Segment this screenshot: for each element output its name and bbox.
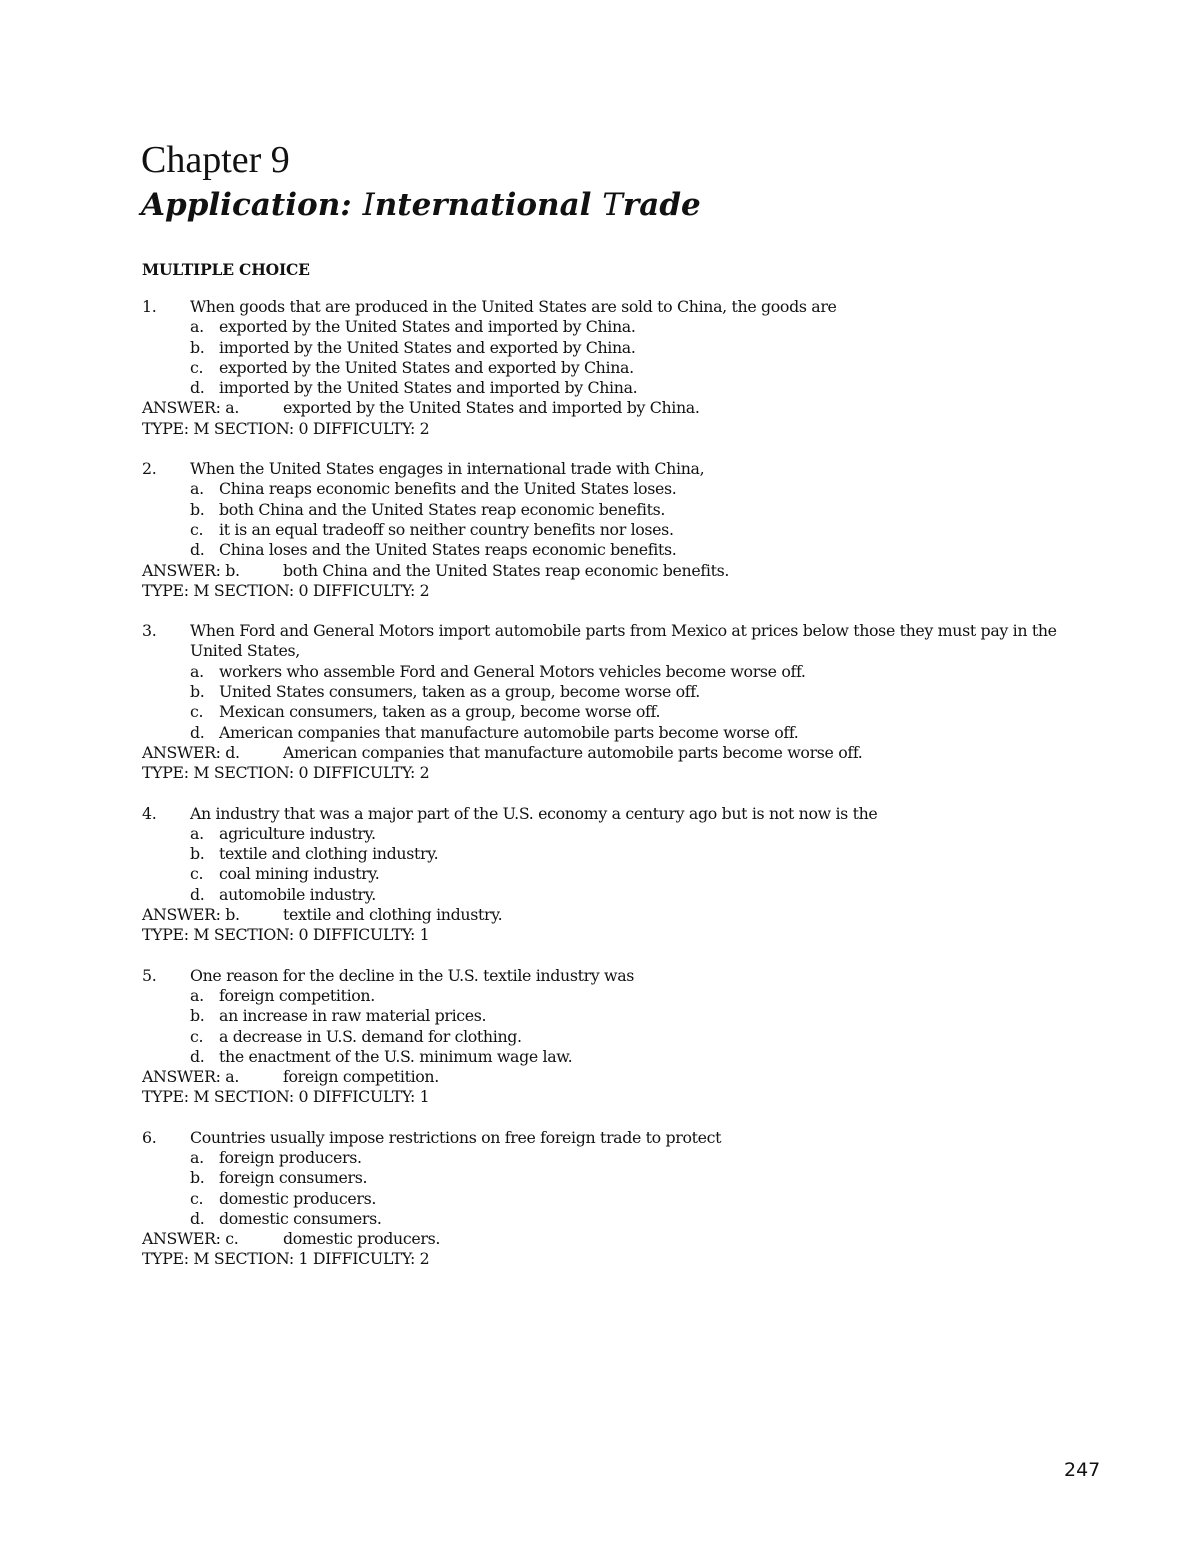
question-item — [142, 297, 1102, 439]
answer-text: American companies that manufacture automobile parts become worse off. — [283, 742, 863, 762]
question-stem: One reason for the decline in the U.S. textile industry was — [190, 965, 635, 985]
option-text: China reaps economic benefits and the United States loses. — [219, 479, 677, 499]
option-text: coal mining industry. — [219, 864, 380, 884]
answer-text: exported by the United States and imported by China. — [283, 398, 700, 418]
option-text: an increase in raw material prices. — [219, 1006, 487, 1026]
option-text: exported by the United States and exported by China. — [219, 357, 634, 377]
question-stem-row — [142, 966, 1102, 986]
option-text: workers who assemble Ford and General Motors vehicles become worse off. — [219, 661, 806, 681]
answer-option — [142, 702, 1102, 722]
answer-option — [142, 358, 1102, 378]
option-letter: c. — [190, 1188, 204, 1208]
question-item — [142, 1128, 1102, 1270]
option-letter: d. — [190, 1046, 205, 1066]
answer-option — [142, 1209, 1102, 1229]
chapter-title — [141, 184, 701, 226]
option-letter: a. — [190, 1147, 204, 1167]
option-letter: c. — [190, 864, 204, 884]
option-text: a decrease in U.S. demand for clothing. — [219, 1026, 522, 1046]
option-text: it is an equal tradeoff so neither country benefits nor loses. — [219, 519, 674, 539]
option-text: agriculture industry. — [219, 823, 376, 843]
question-stem-row — [142, 804, 1102, 824]
answer-line — [142, 561, 1102, 581]
answer-label: ANSWER: d. — [142, 742, 240, 762]
answer-label: ANSWER: a. — [142, 398, 239, 418]
title-part: Application: — [141, 187, 363, 223]
answer-label: ANSWER: b. — [142, 905, 240, 925]
option-text: automobile industry. — [219, 884, 376, 904]
question-stem-row — [142, 1128, 1102, 1148]
answer-option — [142, 338, 1102, 358]
answer-option — [142, 1006, 1102, 1026]
question-meta: TYPE: M SECTION: 0 DIFFICULTY: 2 — [142, 418, 430, 438]
answer-option — [142, 844, 1102, 864]
option-text: foreign competition. — [219, 985, 375, 1005]
answer-option — [142, 1027, 1102, 1047]
option-letter: d. — [190, 884, 205, 904]
option-letter: b. — [190, 499, 205, 519]
question-number: 3. — [142, 621, 157, 641]
option-text: China loses and the United States reaps economic benefits. — [219, 540, 677, 560]
question-number: 2. — [142, 459, 157, 479]
answer-option — [142, 1047, 1102, 1067]
option-letter: b. — [190, 844, 205, 864]
question-list — [142, 297, 1102, 1290]
option-letter: a. — [190, 985, 204, 1005]
option-text: domestic producers. — [219, 1188, 377, 1208]
option-text: both China and the United States reap economic benefits. — [219, 499, 665, 519]
answer-line — [142, 905, 1102, 925]
option-text: American companies that manufacture automobile parts become worse off. — [219, 722, 799, 742]
answer-option — [142, 540, 1102, 560]
question-stem: When the United States engages in international trade with China, — [190, 459, 705, 479]
option-text: domestic consumers. — [219, 1208, 382, 1228]
answer-label: ANSWER: c. — [142, 1229, 239, 1249]
page-number: 247 — [1064, 1459, 1101, 1481]
question-stem: When goods that are produced in the United States are sold to China, the goods are — [190, 297, 837, 316]
option-letter: b. — [190, 682, 205, 702]
option-text: Mexican consumers, taken as a group, become worse off. — [219, 702, 661, 722]
answer-option — [142, 317, 1102, 337]
title-part: T — [602, 187, 623, 223]
option-text: imported by the United States and imported by China. — [219, 378, 638, 398]
question-item — [142, 804, 1102, 946]
answer-option — [142, 864, 1102, 884]
title-part: I — [362, 187, 375, 223]
answer-option — [142, 500, 1102, 520]
option-letter: b. — [190, 1006, 205, 1026]
option-text: exported by the United States and imported by China. — [219, 317, 636, 337]
option-text: foreign consumers. — [219, 1168, 368, 1188]
answer-line — [142, 1229, 1102, 1249]
answer-text: both China and the United States reap economic benefits. — [283, 560, 729, 580]
answer-label: ANSWER: b. — [142, 560, 240, 580]
question-item — [142, 966, 1102, 1108]
question-stem-row — [142, 297, 1102, 317]
option-text: textile and clothing industry. — [219, 844, 439, 864]
option-letter: c. — [190, 357, 204, 377]
answer-option — [142, 479, 1102, 499]
answer-option — [142, 824, 1102, 844]
option-letter: c. — [190, 702, 204, 722]
option-letter: a. — [190, 479, 204, 499]
option-text: the enactment of the U.S. minimum wage law. — [219, 1046, 573, 1066]
question-number: 1. — [142, 297, 157, 316]
question-item — [142, 459, 1102, 601]
option-letter: b. — [190, 337, 205, 357]
chapter-heading: Chapter 9 — [141, 139, 290, 181]
question-stem: An industry that was a major part of the U.S. economy a century ago but is not now is the — [190, 803, 878, 823]
option-text: foreign producers. — [219, 1147, 362, 1167]
option-text: United States consumers, taken as a group, become worse off. — [219, 682, 700, 702]
answer-line — [142, 743, 1102, 763]
option-letter: d. — [190, 722, 205, 742]
answer-option — [142, 682, 1102, 702]
option-letter: a. — [190, 317, 204, 337]
answer-option — [142, 378, 1102, 398]
question-number: 5. — [142, 965, 157, 985]
answer-text: domestic producers. — [283, 1229, 441, 1249]
option-letter: c. — [190, 519, 204, 539]
title-part: rade — [622, 187, 701, 223]
answer-label: ANSWER: a. — [142, 1067, 239, 1087]
option-letter: d. — [190, 1208, 205, 1228]
option-letter: d. — [190, 378, 205, 398]
question-meta: TYPE: M SECTION: 0 DIFFICULTY: 2 — [142, 763, 430, 783]
option-letter: c. — [190, 1026, 204, 1046]
option-letter: b. — [190, 1168, 205, 1188]
question-number: 6. — [142, 1127, 157, 1147]
question-number: 4. — [142, 803, 157, 823]
answer-option — [142, 1168, 1102, 1188]
question-stem: When Ford and General Motors import automobile parts from Mexico at prices below those they must pay in the United States, — [190, 621, 1057, 661]
option-letter: a. — [190, 823, 204, 843]
answer-text: textile and clothing industry. — [283, 905, 503, 925]
answer-option — [142, 520, 1102, 540]
option-letter: a. — [190, 661, 204, 681]
answer-option — [142, 662, 1102, 682]
answer-line — [142, 398, 1102, 418]
question-meta: TYPE: M SECTION: 0 DIFFICULTY: 1 — [142, 925, 430, 945]
answer-option — [142, 885, 1102, 905]
section-heading: MULTIPLE CHOICE — [142, 260, 310, 279]
question-meta: TYPE: M SECTION: 0 DIFFICULTY: 1 — [142, 1087, 430, 1107]
question-stem-row — [142, 621, 1102, 662]
question-meta: TYPE: M SECTION: 0 DIFFICULTY: 2 — [142, 580, 430, 600]
answer-option — [142, 986, 1102, 1006]
answer-option — [142, 1189, 1102, 1209]
question-stem: Countries usually impose restrictions on free foreign trade to protect — [190, 1127, 722, 1147]
answer-line — [142, 1067, 1102, 1087]
question-stem-row — [142, 459, 1102, 479]
option-letter: d. — [190, 540, 205, 560]
answer-option — [142, 723, 1102, 743]
answer-text: foreign competition. — [283, 1067, 439, 1087]
question-meta: TYPE: M SECTION: 1 DIFFICULTY: 2 — [142, 1249, 430, 1269]
answer-option — [142, 1148, 1102, 1168]
title-part: nternational — [374, 187, 603, 223]
question-item — [142, 621, 1102, 783]
option-text: imported by the United States and exported by China. — [219, 337, 636, 357]
